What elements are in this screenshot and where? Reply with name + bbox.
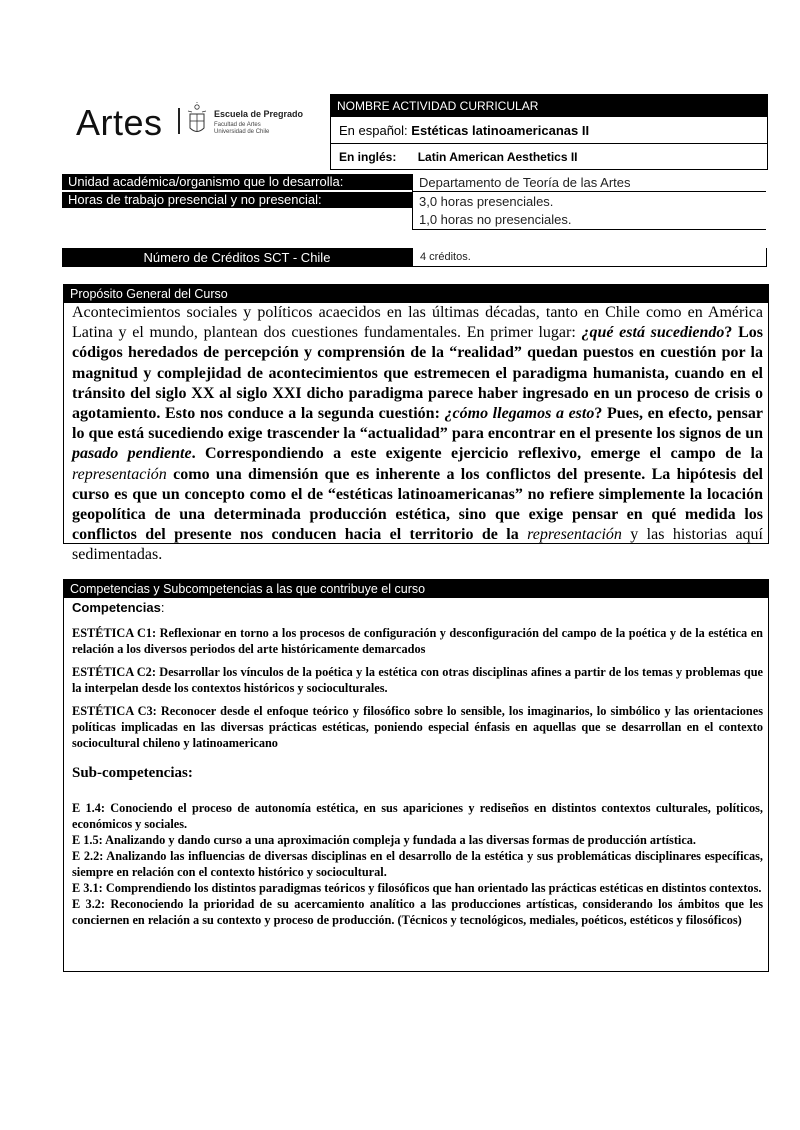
activity-english-row xyxy=(331,145,767,169)
purpose-text: Acontecimientos sociales y políticos acaecidos en las últimas décadas, tanto en Chile como en América Latina y el mundo, plantean dos cuestiones fundamentales. En primer lugar: ¿qué está sucediendo? Los códigos heredados de percepción y comprensión de la “realidad” quedan puestos en cuestión por la magnitud y complejidad de acontecimientos que estremecen el paradigma humanista, cuando en el tránsito del siglo XX al siglo XXI dicho paradigma parece haber ingresado en un proceso de crisis o agotamiento. Esto nos conduce a la segunda cuestión: ¿cómo llegamos a esto? Pues, en efecto, pensar lo que está sucediendo exige trascender la “actualidad” para encontrar en el presente los signos de un pasado pendiente. Correspondiendo a este exigente ejercicio reflexivo, emerge el campo de la representación como una dimensión que es inherente a los conflictos del presente. La hipótesis del curso es que un concepto como el de “estéticas latinoamericanas” no refiere simplemente la locación geopolítica de una determinada producción estética, sino que exige pensar en qué medida los conflictos del presente nos conducen hacia el territorio de la representación y las historias aquí sedimentadas. xyxy=(72,304,764,564)
activity-header: NOMBRE ACTIVIDAD CURRICULAR xyxy=(331,95,767,117)
question-1: ¿qué está sucediendo xyxy=(581,324,725,342)
hours-value-no-presencial: 1,0 horas no presenciales. xyxy=(419,212,572,227)
unit-label: Unidad académica/organismo que lo desarrolla: xyxy=(62,174,412,190)
info-column-divider xyxy=(412,174,413,230)
subcompetency-e22: E 2.2: Analizando las influencias de diversas disciplinas en el desarrollo de la estética y sus problemáticas disciplinares específicas, siempre en relación con el contexto histórico y sociocultural. xyxy=(72,849,763,879)
purpose-section xyxy=(63,284,769,564)
subcompetency-e15: E 1.5: Analizando y dando curso a una aproximación compleja y fundada a las diversas formas de producción artística. xyxy=(72,833,697,847)
purpose-header: Propósito General del Curso xyxy=(64,285,768,303)
subcompetency-e31: E 3.1: Comprendiendo los distintos paradigmas teóricos y filosóficos que han orientado las prácticas estéticas en distintos contextos. xyxy=(72,881,762,895)
hours-divider xyxy=(413,229,766,230)
credits-right-border xyxy=(766,248,767,267)
competency-c2: ESTÉTICA C2: Desarrollar los vínculos de la poética y la estética con otras disciplinas afines a partir de los temas y problemas que la interpelan desde los contextos históricos y socioculturales. xyxy=(72,665,763,695)
competencies-header: Competencias y Subcompetencias a las que contribuye el curso xyxy=(64,580,768,598)
credits-label: Número de Créditos SCT - Chile xyxy=(62,248,412,267)
university-seal-icon xyxy=(186,102,208,138)
activity-spanish-row xyxy=(331,120,767,144)
spanish-name: Estéticas latinoamericanas II xyxy=(411,123,590,138)
unit-divider xyxy=(413,191,766,192)
logo-university-line: Universidad de Chile xyxy=(214,129,270,135)
english-name: Latin American Aesthetics II xyxy=(417,150,578,164)
unit-value: Departamento de Teoría de las Artes xyxy=(419,175,631,190)
hours-value-presencial: 3,0 horas presenciales. xyxy=(419,194,554,209)
activity-name-box xyxy=(330,94,768,170)
logo-wordmark: Artes xyxy=(76,102,163,143)
competency-c1: ESTÉTICA C1: Reflexionar en torno a los procesos de configuración y desconfiguración del campo de la poética y de la estética en relación a los diversos periodos del arte históricamente demarcados xyxy=(72,626,763,656)
competencies-label: Competencias: xyxy=(72,600,165,615)
credits-column-divider xyxy=(412,248,413,267)
subcompetencies-label: Sub-competencias: xyxy=(72,765,193,781)
subcompetency-e14: E 1.4: Conociendo el proceso de autonomía estética, en sus apariciones y rediseños en distintos contextos culturales, políticos, económicos y sociales. xyxy=(72,801,763,831)
logo-faculty-line: Facultad de Artes xyxy=(214,122,261,128)
credits-divider xyxy=(412,266,766,267)
credits-value: 4 créditos. xyxy=(420,251,471,263)
competency-c3: ESTÉTICA C3: Reconocer desde el enfoque teórico y filosófico sobre lo sensible, los imaginarios, lo simbólico y las orientaciones políticas implicadas en las diversas prácticas estéticas, poniendo especial énfasis en aquellas que se desarrollan en el contexto sociocultural chileno y latinoamericano xyxy=(72,704,763,750)
spanish-label: En español: xyxy=(339,123,408,138)
competencies-section xyxy=(63,579,769,972)
subcompetency-e32: E 3.2: Reconociendo la prioridad de su acercamiento analítico a las producciones artísticas, considerando los ámbitos que les conciernen en relación a su contexto y proceso de producción. (Técnicos y tecnológicos, mediales, poéticos, estéticos y filosóficos) xyxy=(72,897,763,927)
logo-school-name: Escuela de Pregrado xyxy=(214,109,304,119)
artes-logo xyxy=(76,100,316,144)
hours-label: Horas de trabajo presencial y no presencial: xyxy=(62,192,412,208)
logo-divider xyxy=(178,108,180,134)
question-2: ¿cómo llegamos a esto xyxy=(444,405,595,423)
english-label: En inglés: xyxy=(339,150,397,164)
